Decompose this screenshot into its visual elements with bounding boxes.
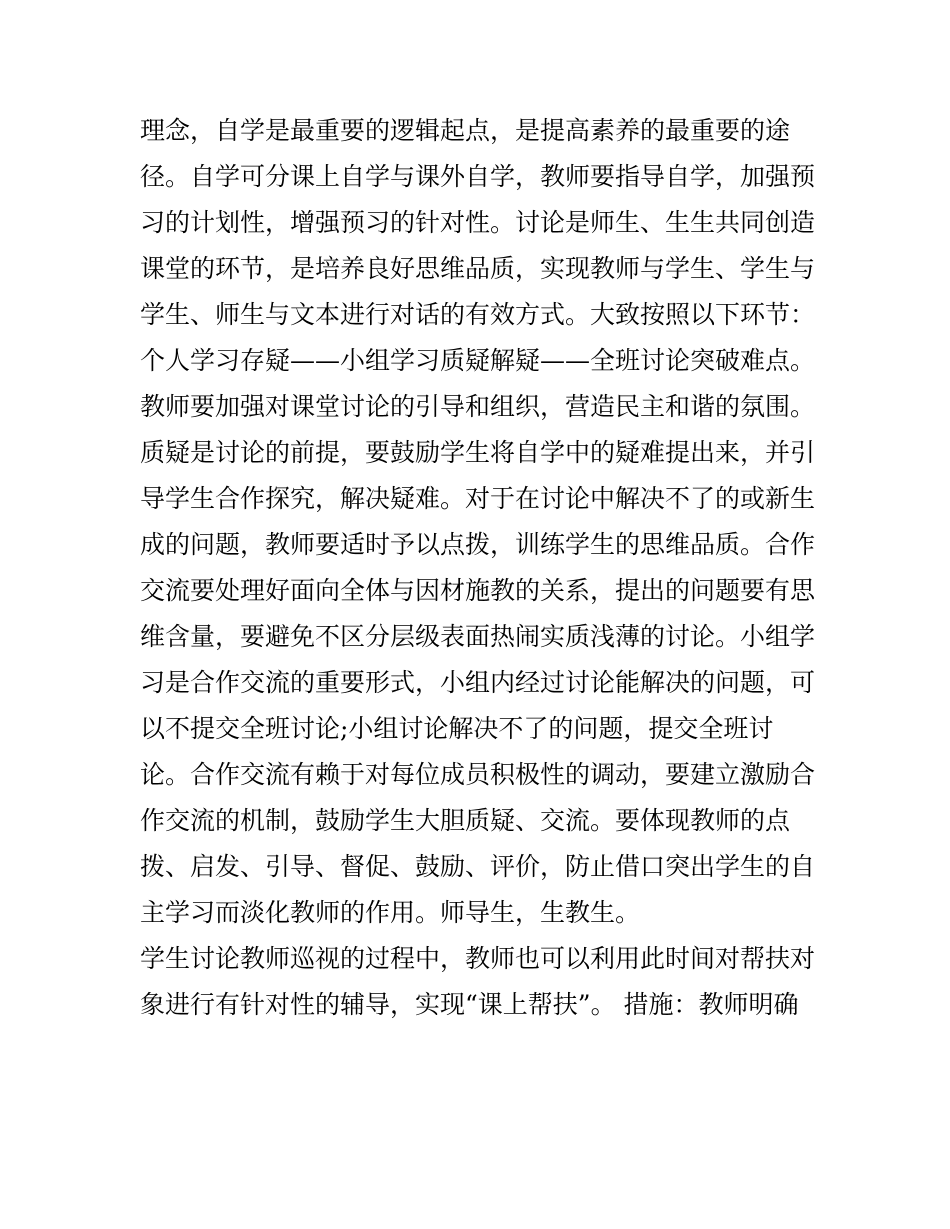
body-text (140, 108, 840, 1028)
text-line: 以不提交全班讨论;小组讨论解决不了的问题，提交全班讨 (140, 714, 774, 743)
text-line: 习是合作交流的重要形式，小组内经过讨论能解决的问题，可 (140, 668, 816, 697)
text-line: 质疑是讨论的前提，要鼓励学生将自学中的疑难提出来，并引 (140, 438, 816, 467)
text-line: 论。合作交流有赖于对每位成员积极性的调动，要建立激励合 (140, 760, 816, 789)
text-line: 拨、启发、引导、督促、鼓励、评价，防止借口突出学生的自 (140, 852, 816, 881)
text-line: 主学习而淡化教师的作用。师导生，生教生。 (140, 898, 641, 927)
text-line: 教师要加强对课堂讨论的引导和组织，营造民主和谐的氛围。 (140, 392, 816, 421)
text-line: 学生讨论教师巡视的过程中，教师也可以利用此时间对帮扶对 (140, 944, 816, 973)
text-line: 作交流的机制，鼓励学生大胆质疑、交流。要体现教师的点 (140, 806, 791, 835)
text-line: 径。自学可分课上自学与课外自学，教师要指导自学，加强预 (140, 162, 816, 191)
text-line: 理念，自学是最重要的逻辑起点，是提高素养的最重要的途 (140, 116, 791, 145)
text-line: 学生、师生与文本进行对话的有效方式。大致按照以下环节： (140, 300, 816, 329)
text-line: 成的问题，教师要适时予以点拨，训练学生的思维品质。合作 (140, 530, 816, 559)
text-line: 个人学习存疑——小组学习质疑解疑——全班讨论突破难点。 (140, 346, 816, 375)
text-line: 交流要处理好面向全体与因材施教的关系，提出的问题要有思 (140, 576, 816, 605)
text-line: 导学生合作探究，解决疑难。对于在讨论中解决不了的或新生 (140, 484, 816, 513)
text-line: 维含量，要避免不区分层级表面热闹实质浅薄的讨论。小组学 (140, 622, 816, 651)
text-line: 象进行有针对性的辅导，实现“课上帮扶”。 措施：教师明确 (140, 990, 799, 1019)
text-line: 课堂的环节，是培养良好思维品质，实现教师与学生、学生与 (140, 254, 816, 283)
text-line: 习的计划性，增强预习的针对性。讨论是师生、生生共同创造 (140, 208, 816, 237)
